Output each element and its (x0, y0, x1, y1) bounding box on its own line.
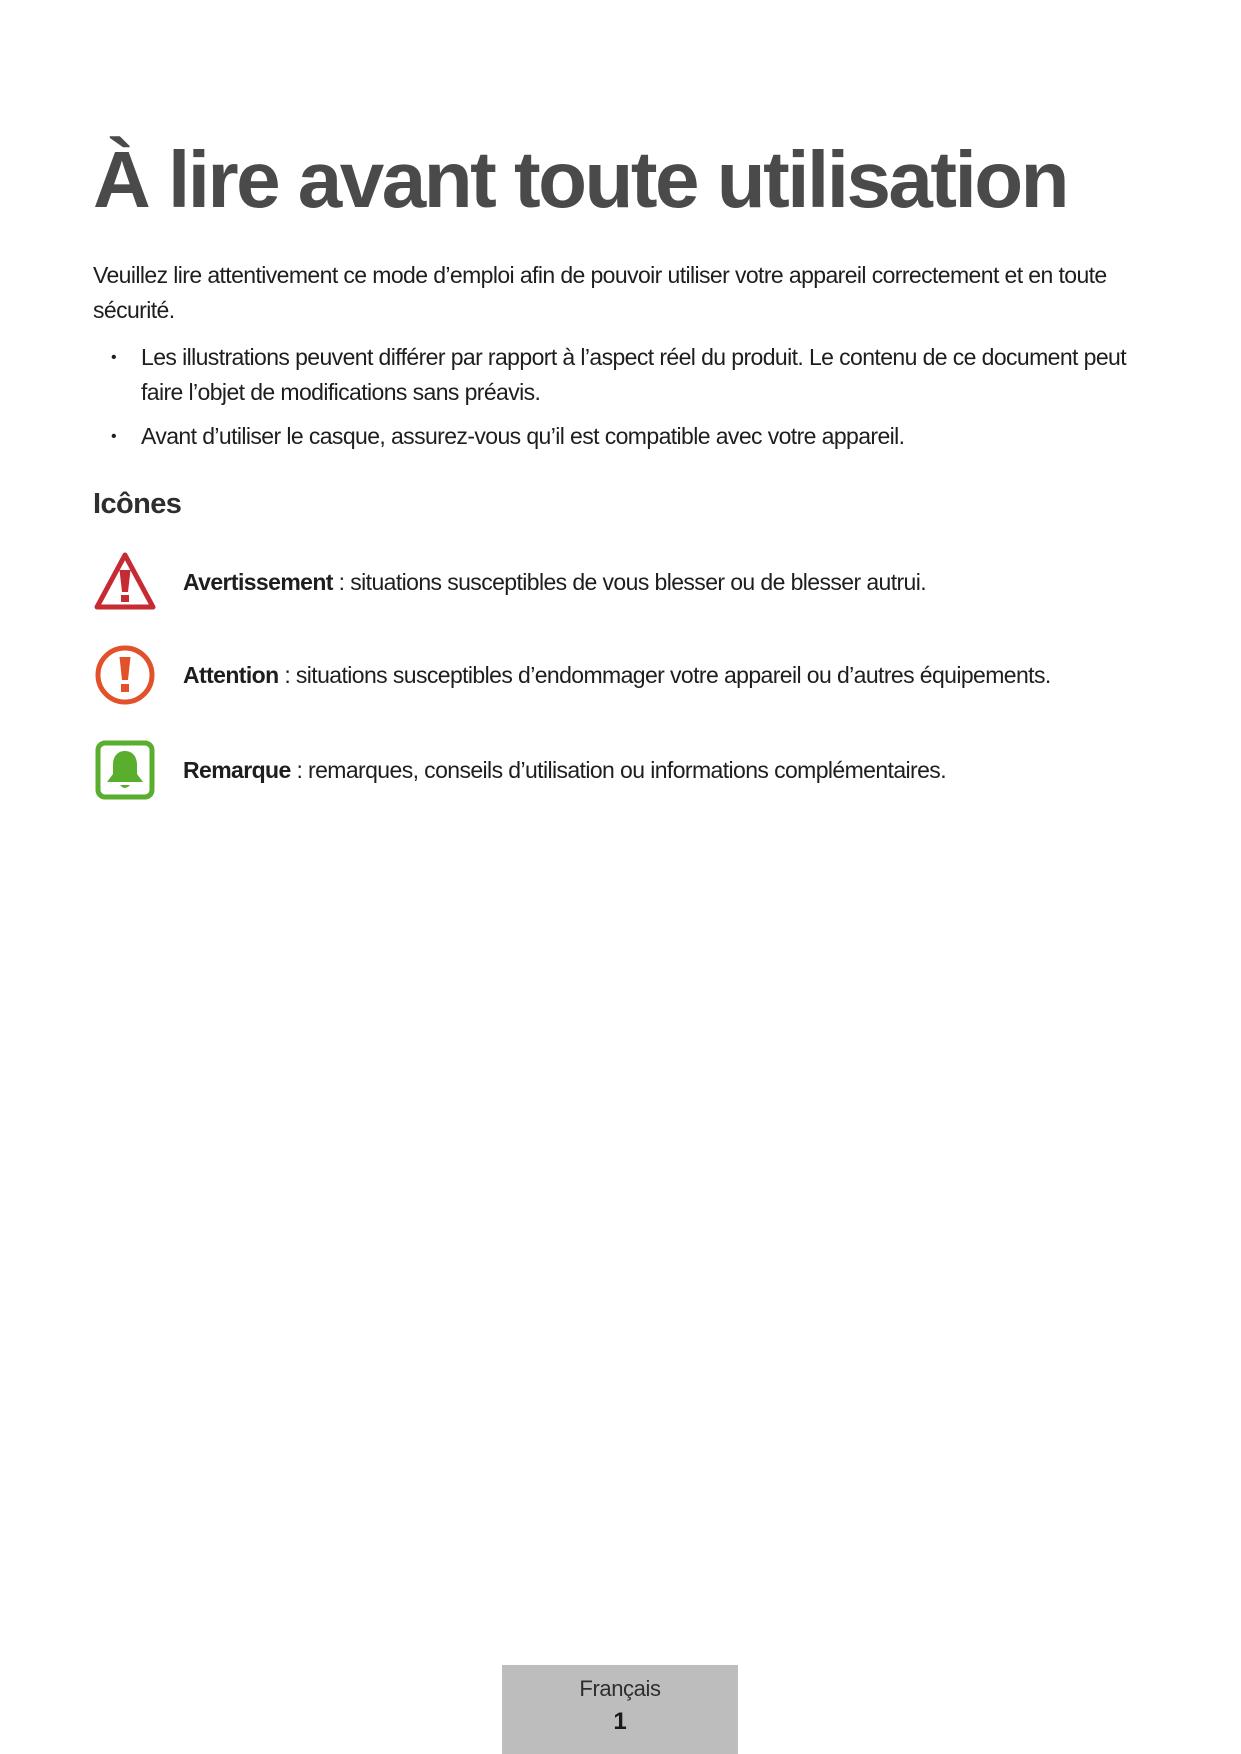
icon-row-note (93, 738, 1173, 802)
list-item (93, 419, 1153, 454)
bullet-list (93, 340, 1153, 463)
icons-heading: Icônes (93, 488, 182, 520)
icon-text: : situations susceptibles d’endommager votre appareil ou d’autres équipements. (278, 662, 1051, 688)
icon-label: Remarque (183, 757, 291, 783)
page-footer (502, 1665, 738, 1754)
footer-language: Français (579, 1676, 661, 1701)
note-bell-icon (93, 738, 157, 802)
warning-triangle-icon (93, 550, 157, 614)
page-number: 1 (613, 1708, 627, 1735)
bullet-text: Avant d’utiliser le casque, assurez-vous qu’il est compatible avec votre appareil. (141, 423, 905, 449)
icon-label: Attention (183, 662, 279, 688)
page-title: À lire avant toute utilisation (93, 135, 1068, 224)
list-item (93, 340, 1153, 410)
icon-row-caution (93, 643, 1173, 707)
intro-paragraph: Veuillez lire attentivement ce mode d’emploi afin de pouvoir utiliser votre appareil correctement et en toute sécurité. (93, 262, 1107, 323)
icon-description (183, 738, 946, 802)
bullet-dot: • (111, 428, 117, 445)
icon-label: Avertissement (183, 569, 333, 595)
bullet-text: Les illustrations peuvent différer par rapport à l’aspect réel du produit. Le contenu de ce document peut faire l’objet de modifications sans préavis. (141, 344, 1127, 405)
bullet-dot: • (111, 349, 117, 366)
caution-circle-icon (93, 643, 157, 707)
icon-description (183, 643, 1051, 707)
icon-description (183, 550, 926, 614)
icon-text: : situations susceptibles de vous blesser ou de blesser autrui. (332, 569, 927, 595)
icon-text: : remarques, conseils d’utilisation ou informations complémentaires. (290, 757, 946, 783)
icon-row-warning (93, 550, 1173, 614)
